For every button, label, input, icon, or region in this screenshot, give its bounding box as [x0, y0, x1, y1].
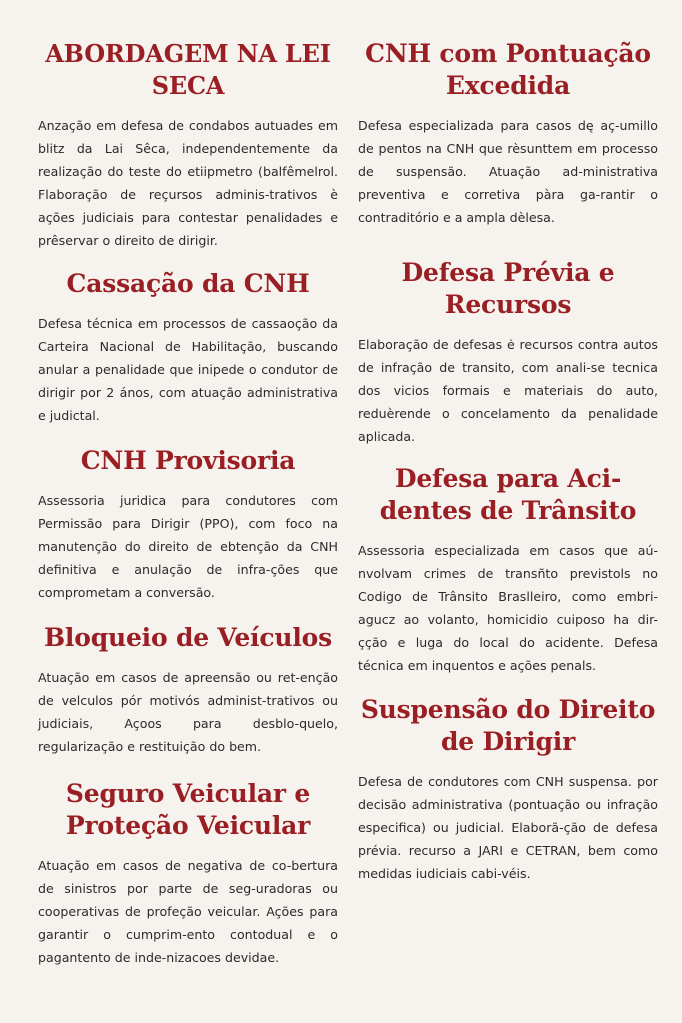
section-title: Bloqueio de Veículos — [44, 623, 332, 652]
section-acidentes — [358, 463, 658, 677]
section-text: Defesa especializada para casos dę aç-umillo de pentos na CNH que rèsunttem em processo de suspensão. Atuação ad-ministrativa preventiva e corretiva pàra ga-rantir o contraditório e a ampla dèlesa. — [358, 118, 658, 225]
section-text: Anzação em defesa de condabos autuades em blitz da Lai Sêca, independentemente da realização do teste do etiipmetro (balfêmelrol. Flaboração de reçursos adminis-trativos è ações judiciais para contestar penalidades e prêservar o direito de dirigir. — [38, 118, 338, 248]
section-seguro — [38, 778, 338, 969]
section-text: Defesa de condutores com CNH suspensa. por decisão administrativa (pontuação ou infração especifica) ou judicial. Elaborã-ção de defesa prévia. recurso a JARI e CETRAN, bem como medidas iudiciais cabi-véis. — [358, 774, 658, 881]
section-title: Suspensão do Direito de Dirigir — [360, 695, 656, 756]
section-text: Assessoria especializada em casos que aú-nvolvam crimes de transñto previstols no Codigo de Trânsito Braslleiro, como embri-agucz ao volanto, homicidio cuiposo ha dir-çção e luga do local do acidente. Defesa técnica em inquentos e ações penals. — [358, 543, 658, 673]
section-lei-seca — [38, 38, 338, 252]
section-text: Atuação em casos de negativa de co-bertura de sinistros por parte de seg-uradoras ou cooperativas de profeção veicular. Ações para garantir o cumprim-ento contodual e o pagantento de inde-nizacoes devidae. — [38, 858, 338, 965]
section-title: Seguro Veicular e Proteção Veicular — [65, 779, 311, 840]
section-title: Cassação da CNH — [66, 269, 310, 298]
section-cnh-provisoria — [38, 445, 338, 604]
section-title: CNH Provisoria — [80, 446, 296, 475]
section-cassacao — [38, 268, 338, 427]
section-title: ABORDAGEM NA LEI SECA — [45, 39, 331, 100]
section-suspensao — [358, 694, 658, 885]
section-pontuacao — [358, 38, 658, 229]
section-text: Atuação em casos de apreensão ou ret-enção de velculos pór motivós administ-trativos ou judiciais, Açoos para desblo-quelo, regularização e restituição do bem. — [38, 670, 338, 754]
section-title: CNH com Pontuação Excedida — [365, 39, 651, 100]
section-text: Elaboração de defesas ė recursos contra autos de infração de transito, com anali-se tecnica dos vicios formais e materiais do auto, reduèrende o concelamento da penalidade aplicada. — [358, 337, 658, 444]
section-text: Defesa técnica em processos de cassaoção da Carteira Nacional de Habilitação, buscando anular a penalidade que inipede o condutor de dirigir por 2 ános, com atuação administrativa e judictal. — [38, 316, 338, 423]
section-bloqueio — [38, 622, 338, 758]
section-title: Defesa para Aci-dentes de Trânsito — [379, 464, 637, 525]
section-title: Defesa Prévia e Recursos — [401, 258, 615, 319]
section-text: Assessoria juridica para condutores com Permissão para Dirigir (PPO), com foco na manutenção do direito de ebtenção da CNH definitiva e anulação de infra-ções que comprometam a conversão. — [38, 493, 338, 600]
section-defesa-previa — [358, 257, 658, 448]
